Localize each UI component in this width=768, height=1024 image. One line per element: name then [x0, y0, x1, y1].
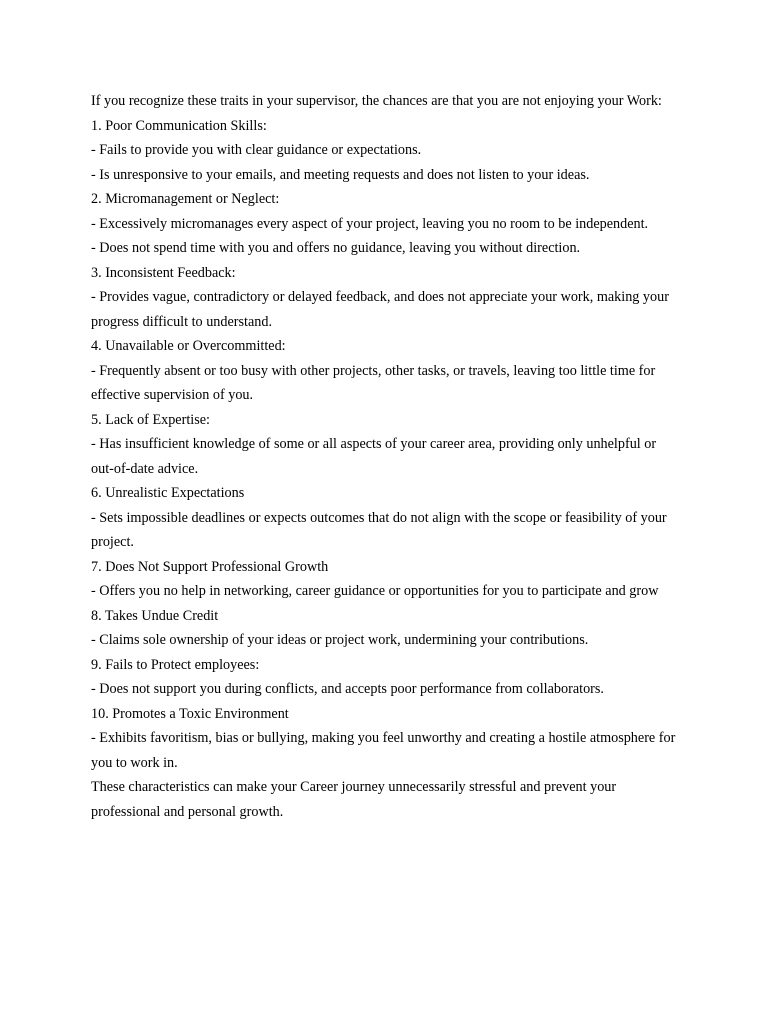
trait-heading: 5. Lack of Expertise: — [91, 411, 210, 428]
trait-heading: 4. Unavailable or Overcommitted: — [91, 338, 286, 354]
trait-heading: 3. Inconsistent Feedback: — [91, 264, 236, 281]
trait-heading: 6. Unrealistic Expectations — [91, 485, 245, 501]
trait-heading: 7. Does Not Support Professional Growth — [91, 558, 329, 575]
trait-point: - Frequently absent or too busy with other projects, other tasks, or travels, leaving too little time for effective supervision of you. — [91, 362, 656, 403]
trait-heading: 1. Poor Communication Skills: — [91, 117, 267, 134]
trait-point: - Sets impossible deadlines or expects outcomes that do not align with the scope or feasibility of your project. — [91, 509, 667, 550]
conclusion-paragraph: These characteristics can make your Career journey unnecessarily stressful and prevent your professional and personal growth. — [91, 779, 617, 820]
trait-point: - Has insufficient knowledge of some or all aspects of your career area, providing only unhelpful or out-of-date advice. — [91, 436, 657, 477]
intro-paragraph: If you recognize these traits in your supervisor, the chances are that you are not enjoying your Work: — [91, 93, 662, 109]
trait-point: - Excessively micromanages every aspect of your project, leaving you no room to be independent. — [91, 215, 649, 232]
trait-point: - Does not spend time with you and offers no guidance, leaving you without direction. — [91, 240, 581, 256]
trait-point: - Offers you no help in networking, career guidance or opportunities for you to participate and grow — [91, 583, 659, 599]
trait-point: - Fails to provide you with clear guidance or expectations. — [91, 142, 422, 158]
document-body — [91, 89, 681, 824]
trait-heading: 9. Fails to Protect employees: — [91, 656, 260, 673]
trait-heading: 2. Micromanagement or Neglect: — [91, 191, 280, 207]
trait-point: - Exhibits favoritism, bias or bullying, making you feel unworthy and creating a hostile atmosphere for you to work in. — [91, 730, 676, 771]
trait-heading: 8. Takes Undue Credit — [91, 607, 219, 624]
trait-point: - Provides vague, contradictory or delayed feedback, and does not appreciate your work, making your progress difficult to understand. — [91, 289, 669, 330]
trait-point: - Claims sole ownership of your ideas or project work, undermining your contributions. — [91, 632, 589, 648]
trait-point: - Is unresponsive to your emails, and meeting requests and does not listen to your ideas. — [91, 166, 590, 183]
trait-heading: 10. Promotes a Toxic Environment — [91, 705, 289, 722]
trait-point: - Does not support you during conflicts, and accepts poor performance from collaborators. — [91, 681, 604, 697]
